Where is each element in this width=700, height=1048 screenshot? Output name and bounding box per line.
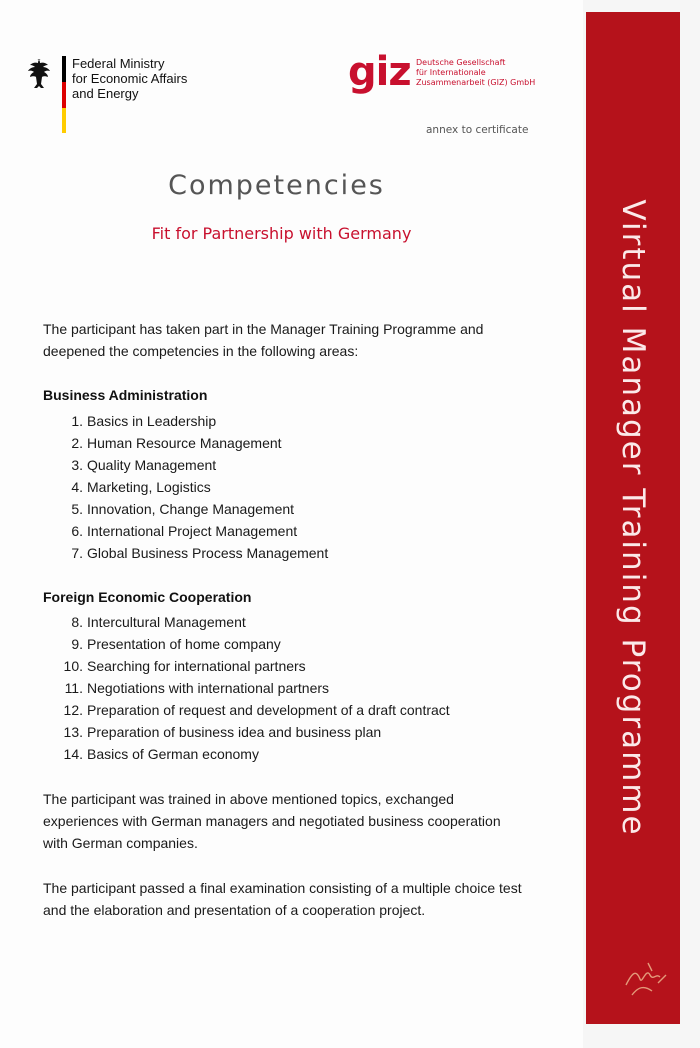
giz-line-1: Deutsche Gesellschaft xyxy=(416,58,506,67)
foreign-economic-cooperation-list xyxy=(43,611,523,765)
annex-label: annex to certificate xyxy=(426,124,529,136)
list-item: 2. Human Resource Management xyxy=(71,435,282,451)
list-item: 8. Intercultural Management xyxy=(71,614,246,630)
federal-eagle-icon xyxy=(24,56,58,90)
training-paragraph: The participant was trained in above mentioned topics, exchanged experiences with German managers and negotiated business cooperation with German companies. xyxy=(43,791,501,851)
list-item: 10. Searching for international partners xyxy=(63,658,306,674)
list-item: 1. Basics in Leadership xyxy=(71,413,217,429)
list-item: 14. Basics of German economy xyxy=(63,746,259,762)
list-item: 6. International Project Management xyxy=(71,523,298,539)
list-item: 7. Global Business Process Management xyxy=(71,545,329,561)
intro-paragraph: The participant has taken part in the Manager Training Programme and deepened the competencies in the following areas: xyxy=(43,321,484,359)
list-item: 13. Preparation of business idea and business plan xyxy=(63,724,382,740)
ministry-line-2: for Economic Affairs xyxy=(72,71,188,86)
ministry-line-3: and Energy xyxy=(72,86,139,101)
giz-line-2: für Internationale xyxy=(416,68,486,77)
list-item: 12. Preparation of request and development of a draft contract xyxy=(63,702,450,718)
giz-full-name xyxy=(416,58,566,88)
list-item: 11. Negotiations with international partners xyxy=(64,680,330,696)
business-administration-list xyxy=(43,410,523,564)
page-title: Competencies xyxy=(168,170,385,201)
list-item: 3. Quality Management xyxy=(71,457,217,473)
section-heading-business-administration: Business Administration xyxy=(43,387,208,403)
page-subtitle: Fit for Partnership with Germany xyxy=(151,224,412,243)
list-item: 4. Marketing, Logistics xyxy=(71,479,211,495)
giz-wordmark: giz xyxy=(348,49,411,95)
section-heading-foreign-economic-cooperation: Foreign Economic Cooperation xyxy=(43,589,252,605)
ministry-name xyxy=(72,56,232,101)
signature-mark xyxy=(622,955,670,999)
side-banner-label: Virtual Manager Training Programme xyxy=(615,199,651,837)
list-item: 9. Presentation of home company xyxy=(71,636,281,652)
giz-logo xyxy=(348,49,536,95)
ministry-line-1: Federal Ministry xyxy=(72,56,165,71)
list-item: 5. Innovation, Change Management xyxy=(71,501,295,517)
german-flag-stripe xyxy=(62,56,66,133)
giz-line-3: Zusammenarbeit (GIZ) GmbH xyxy=(416,78,536,87)
examination-paragraph: The participant passed a final examination consisting of a multiple choice test and the elaboration and presentation of a cooperation project. xyxy=(43,880,522,918)
